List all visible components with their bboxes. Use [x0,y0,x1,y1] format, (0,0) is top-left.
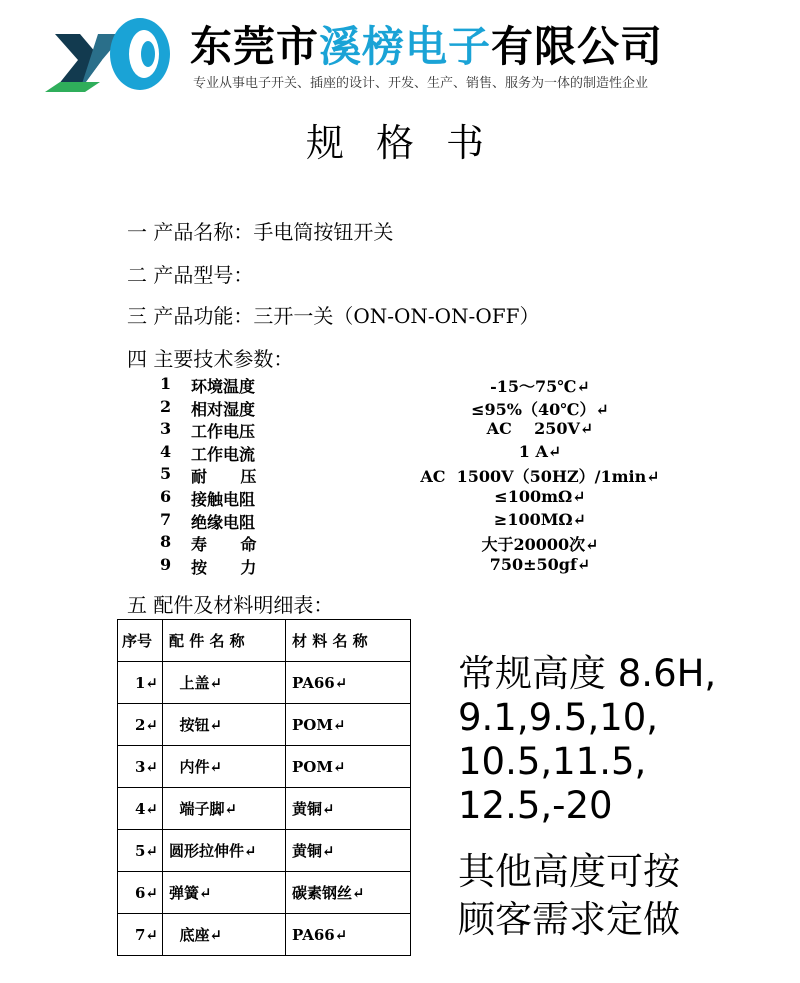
table-row [118,914,411,956]
cell-part: 弹簧↵ [163,872,286,914]
table-row [118,746,411,788]
logo-xb-mark [40,12,180,92]
cell-index: 3↵ [118,746,163,788]
param-row: 9 按 力 750±50gf↵ [160,554,591,577]
cell-part: 按钮↵ [163,704,286,746]
cell-index: 6↵ [118,872,163,914]
header-cell: 材 料 名 称 [286,620,411,662]
section-main-params: 四 主要技术参数： [127,347,294,371]
table-header-row [118,620,411,662]
cell-material: 黄铜↵ [286,788,411,830]
cell-material: 黄铜↵ [286,830,411,872]
param-row: 1 环境温度 -15～75℃↵ [160,374,590,396]
parts-table [117,619,411,956]
cell-index: 5↵ [118,830,163,872]
note-line: 顾客需求定做 [458,898,680,941]
custom-order-note [458,848,680,944]
table-row [118,830,411,872]
company-slogan: 专业从事电子开关、插座的设计、开发、生产、销售、服务为一体的制造性企业 [193,76,649,91]
param-row: 5 耐 压 AC 1500V（50HZ）/1min↵ [160,464,660,487]
param-row: 3 工作电压 AC 250V↵ [160,419,594,442]
note-line: 12.5,-20 [458,784,613,827]
table-row [118,788,411,830]
cell-index: 4↵ [118,788,163,830]
cell-index: 7↵ [118,914,163,956]
section-parts-table: 五 配件及材料明细表： [127,593,334,617]
header-cell: 配 件 名 称 [163,620,286,662]
cell-part: 上盖↵ [163,662,286,704]
params-list [160,374,720,577]
table-row [118,704,411,746]
param-row: 7 绝缘电阻 ≥100MΩ↵ [160,509,587,532]
cell-material: PA66↵ [286,662,411,704]
cell-part: 底座↵ [163,914,286,956]
section-product-function: 三 产品功能：三开一关（ON-ON-ON-OFF） [127,304,540,328]
cell-material: PA66↵ [286,914,411,956]
cell-index: 1↵ [118,662,163,704]
note-line: 其他高度可按 [458,850,680,893]
company-logo [40,12,180,92]
cell-index: 2↵ [118,704,163,746]
param-row: 6 接触电阻 ≤100mΩ↵ [160,486,586,509]
height-options-note [458,652,716,828]
param-row: 8 寿 命 大于20000次↵ [160,532,599,555]
cell-part: 内件↵ [163,746,286,788]
table-row [118,662,411,704]
cell-part: 端子脚↵ [163,788,286,830]
document-title: 规格书 [305,121,516,165]
cell-material: POM↵ [286,746,411,788]
param-row: 4 工作电流 1 A↵ [160,441,562,464]
section-product-name: 一 产品名称：手电筒按钮开关 [127,220,394,244]
section-product-model: 二 产品型号： [127,263,254,287]
note-line: 10.5,11.5, [458,740,647,783]
note-line: 常规高度 8.6H, [458,652,717,695]
param-row: 2 相对湿度 ≤95%（40℃）↵ [160,396,609,419]
cell-material: 碳素钢丝↵ [286,872,411,914]
header-cell: 序号 [118,620,163,662]
table-row [118,872,411,914]
cell-material: POM↵ [286,704,411,746]
note-line: 9.1,9.5,10, [458,696,659,739]
company-name: 东莞市溪榜电子有限公司 [190,22,664,71]
cell-part: 圆形拉伸件↵ [163,830,286,872]
